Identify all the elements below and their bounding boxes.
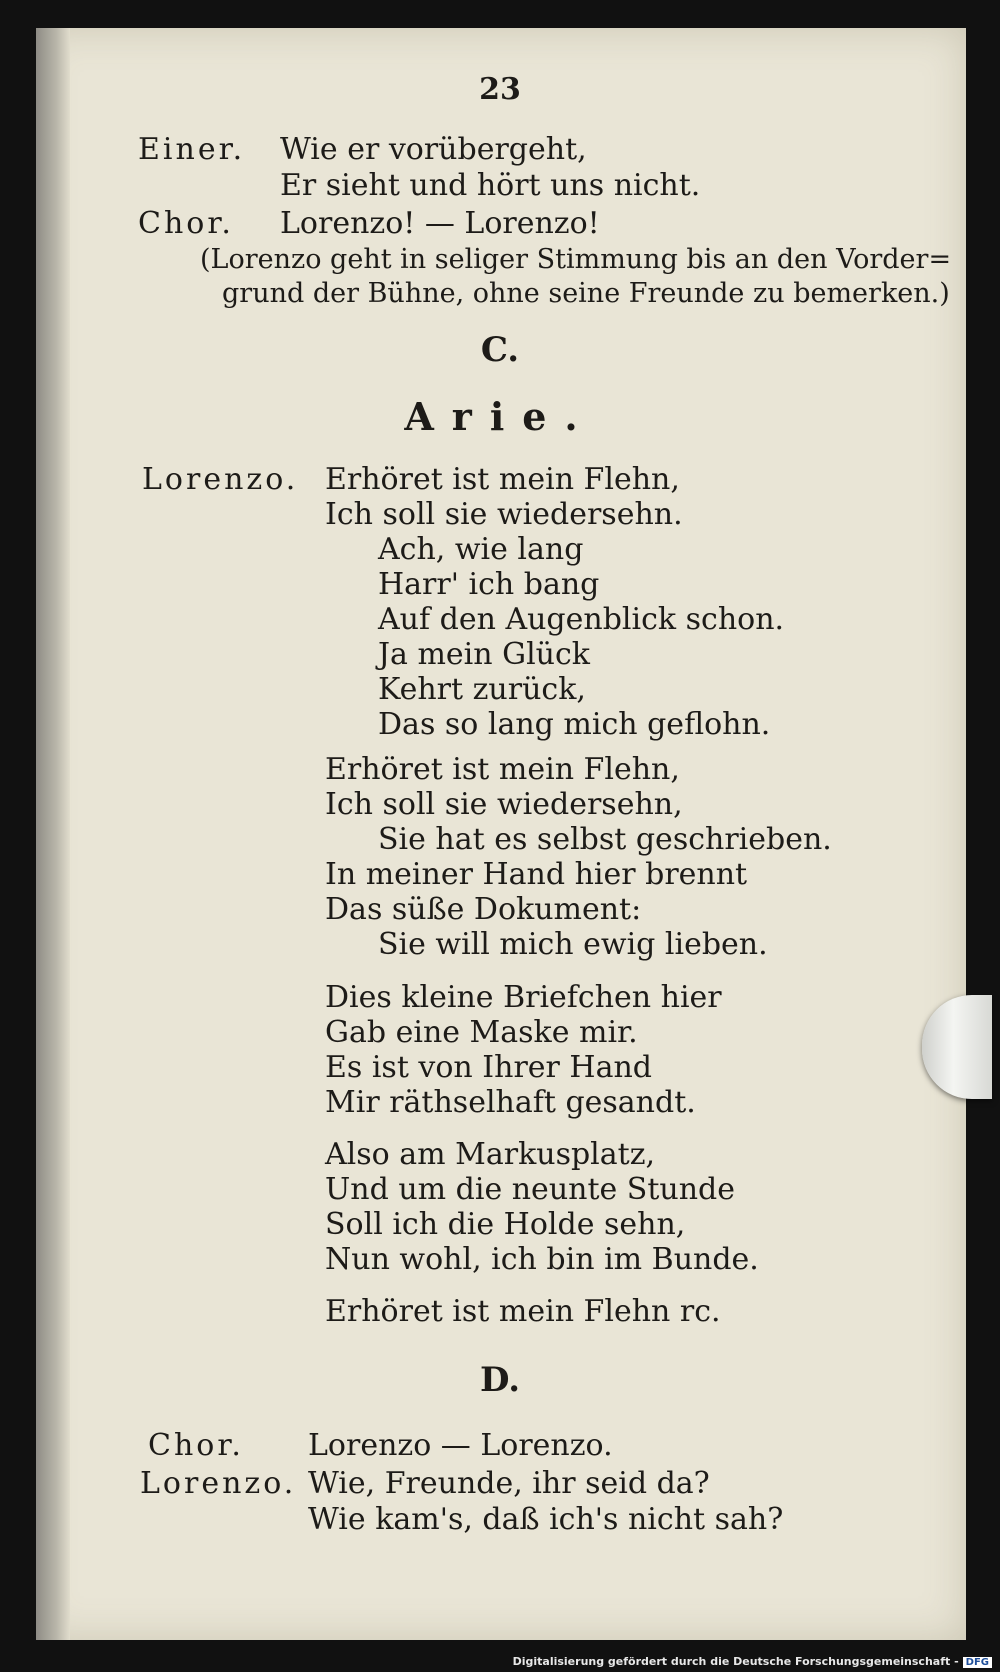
verse-line: Das so lang mich geflohn. [378, 707, 771, 742]
verse-line: Nun wohl, ich bin im Bunde. [325, 1242, 759, 1277]
verse-line: Erhöret ist mein Flehn, [325, 752, 680, 787]
verse-line: Es ist von Ihrer Hand [325, 1050, 652, 1085]
speaker-einer: Einer. [138, 132, 246, 167]
speaker-lorenzo: Lorenzo. [140, 1466, 297, 1501]
verse-line: Dies kleine Briefchen hier [325, 980, 722, 1015]
footer-text: Digitalisierung gefördert durch die Deutsche Forschungsgemeinschaft - [512, 1655, 959, 1668]
verse-line: Lorenzo — Lorenzo. [308, 1428, 613, 1463]
verse-line: Wie kam's, daß ich's nicht sah? [308, 1502, 784, 1537]
verse-line: Sie will mich ewig lieben. [378, 927, 768, 962]
verse-line: Soll ich die Holde sehn, [325, 1207, 686, 1242]
verse-line: Kehrt zurück, [378, 672, 586, 707]
verse-line: Erhöret ist mein Flehn rc. [325, 1294, 721, 1329]
speaker-lorenzo: Lorenzo. [142, 462, 299, 497]
verse-line: Harr' ich bang [378, 567, 600, 602]
speaker-chor: Chor. [138, 206, 234, 241]
speaker-chor: Chor. [148, 1428, 244, 1463]
aria-title: Arie. [404, 394, 596, 439]
verse-line: Erhöret ist mein Flehn, [325, 462, 680, 497]
verse-line: In meiner Hand hier brennt [325, 857, 748, 892]
verse-line: Also am Markusplatz, [325, 1137, 656, 1172]
verse-line: Ich soll sie wiedersehn. [325, 497, 683, 532]
stage-direction: (Lorenzo geht in seliger Stimmung bis an den Vorder= [200, 244, 952, 275]
dfg-logo: DFG [963, 1657, 992, 1668]
verse-line: Ach, wie lang [378, 532, 584, 567]
section-heading-c: C. [480, 330, 520, 370]
verse-line: Ich soll sie wiedersehn, [325, 787, 683, 822]
verse-line: Ja mein Glück [378, 637, 590, 672]
verse-line: Gab eine Maske mir. [325, 1015, 638, 1050]
verse-line: Er sieht und hört uns nicht. [280, 168, 701, 203]
verse-line: Mir räthselhaft gesandt. [325, 1085, 696, 1120]
verse-line: Und um die neunte Stunde [325, 1172, 736, 1207]
verse-line: Das süße Dokument: [325, 892, 642, 927]
section-heading-d: D. [479, 1360, 521, 1400]
verse-line: Wie, Freunde, ihr seid da? [308, 1466, 710, 1501]
digitization-footer [513, 1655, 992, 1668]
verse-line: Sie hat es selbst geschrieben. [378, 822, 832, 857]
page-number: 23 [479, 72, 521, 107]
verse-line: Lorenzo! — Lorenzo! [280, 206, 600, 241]
verse-line: Auf den Augenblick schon. [378, 602, 785, 637]
stage-direction: grund der Bühne, ohne seine Freunde zu bemerken.) [222, 278, 950, 309]
verse-line: Wie er vorübergeht, [280, 132, 587, 167]
